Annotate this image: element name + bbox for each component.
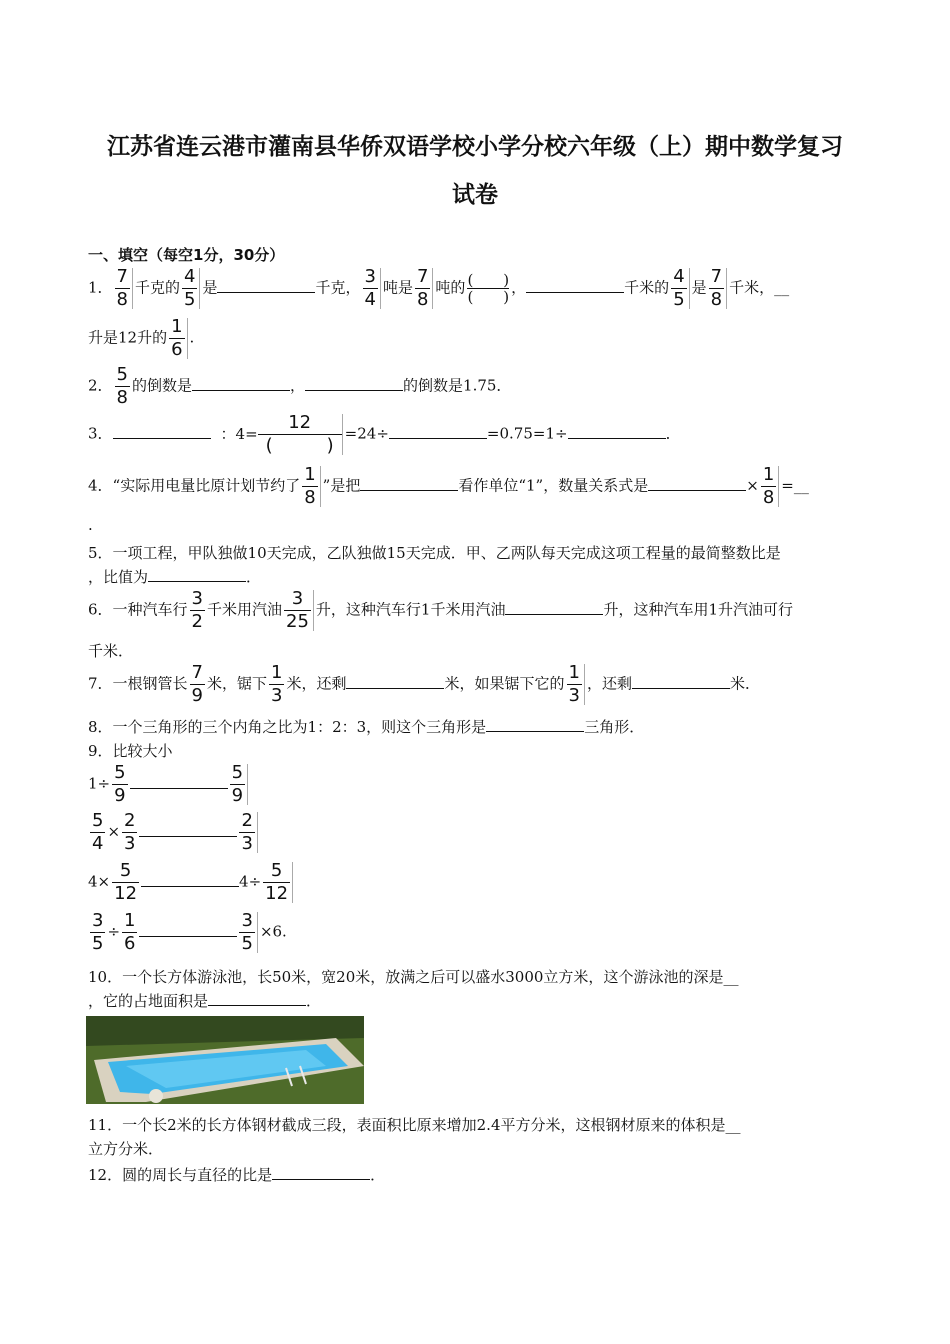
question-4: 4．“实际用电量比原计划节约了 $\frac{1}{8}$ ”是把 看作单位“1”，数量关系式是 × $\frac{1}{8}$ =__	[88, 464, 809, 508]
question-5-cont: ，比值为 ．	[88, 568, 262, 586]
question-6-cont: 千米．	[88, 642, 134, 660]
swimming-pool-image	[86, 1016, 364, 1104]
page-title: 江苏省连云港市灌南县华侨双语学校小学分校六年级（上）期中数学复习	[107, 134, 843, 160]
fraction: $\frac{3}{25}$	[284, 590, 314, 631]
fraction: $\frac{7}{8}$	[415, 268, 433, 309]
fraction: $\frac{1}{3}$	[271, 662, 283, 706]
question-6: 6．一种汽车行 $\frac{3}{2}$ 千米用汽油 $\frac{3}{25}$ 升，这种汽车行1千米用汽油 升，这种汽车用1升汽油可行	[88, 588, 794, 632]
answer-blank[interactable]	[389, 424, 487, 439]
answer-blank[interactable]	[192, 376, 290, 391]
answer-blank[interactable]	[130, 774, 228, 789]
answer-fraction[interactable]: $\frac{12}{( )}$	[260, 414, 343, 455]
fraction: $\frac{1}{8}$	[302, 466, 320, 507]
fraction: $\frac{5}{9}$	[230, 764, 248, 805]
answer-blank[interactable]	[141, 872, 239, 887]
fraction: $\frac{7}{8}$	[115, 268, 133, 309]
fraction: $\frac{3}{2}$	[191, 588, 203, 632]
question-1: 1． $\frac{7}{8}$ 千克的 $\frac{4}{5}$ 是 千克， $\frac{3}{4}$ 吨是 $\frac{7}{8}$ 吨的 $\frac{( )}{( )}$ ， 千米的 $\frac{4}{5}$ 是 $\frac{7}{8}$ 千米，__	[88, 266, 790, 310]
compare-row: $\frac{3}{5}$ ÷ $\frac{1}{6}$ $\frac{3}{5}$ ×6.	[92, 910, 287, 954]
fraction: $\frac{7}{8}$	[709, 268, 727, 309]
answer-blank[interactable]	[148, 567, 246, 582]
fraction: $\frac{3}{4}$	[363, 268, 381, 309]
question-12: 12．圆的周长与直径的比是 ．	[88, 1166, 386, 1184]
answer-blank[interactable]	[139, 822, 237, 837]
question-2: 2． $\frac{5}{8}$ 的倒数是 ， 的倒数是1.75．	[88, 364, 512, 408]
answer-blank[interactable]	[305, 376, 403, 391]
question-5: 5．一项工程，甲队独做10天完成，乙队独做15天完成．甲、乙两队每天完成这项工程量的最简整数比是	[88, 544, 781, 562]
question-3: 3． ：4= $\frac{12}{( )}$ =24÷ =0.75=1÷ ．	[88, 412, 681, 456]
fraction: $\frac{1}{8}$	[761, 466, 779, 507]
answer-blank[interactable]	[346, 674, 444, 689]
fraction: $\frac{5}{12}$	[114, 860, 138, 904]
question-11: 11．一个长2米的长方体钢材截成三段，表面积比原来增加2.4平方分米，这根钢材原来的体积是__	[88, 1116, 741, 1134]
fraction: $\frac{2}{3}$	[239, 812, 257, 853]
question-1-cont: 升是12升的 $\frac{1}{6}$ .	[88, 316, 195, 360]
fraction: $\frac{5}{12}$	[263, 862, 293, 903]
compare-row: 4× $\frac{5}{12}$ 4÷ $\frac{5}{12}$	[88, 862, 295, 903]
compare-row: $\frac{5}{4}$ × $\frac{2}{3}$ $\frac{2}{3}$	[88, 812, 260, 853]
fraction: $\frac{5}{9}$	[114, 762, 126, 806]
answer-blank[interactable]	[648, 476, 746, 491]
answer-blank[interactable]	[632, 674, 730, 689]
fraction: $\frac{7}{9}$	[191, 662, 203, 706]
fraction: $\frac{1}{3}$	[567, 664, 585, 705]
question-10: 10．一个长方体游泳池，长50米，宽20米，放满之后可以盛水3000立方米，这个游泳池的深是__	[88, 968, 739, 986]
answer-blank[interactable]	[208, 991, 306, 1006]
answer-blank[interactable]	[272, 1165, 370, 1180]
fraction: $\frac{3}{5}$	[92, 910, 104, 954]
fraction: $\frac{1}{6}$	[124, 910, 136, 954]
fraction: $\frac{1}{6}$	[169, 318, 187, 359]
compare-row: 1÷ $\frac{5}{9}$ $\frac{5}{9}$	[88, 764, 250, 805]
question-4-cont: .	[88, 516, 93, 534]
fraction: $\frac{4}{5}$	[671, 268, 689, 309]
fraction: $\frac{5}{4}$	[92, 810, 104, 854]
fraction: $\frac{2}{3}$	[124, 810, 136, 854]
answer-blank[interactable]	[526, 278, 624, 293]
page-title-cont: 试卷	[452, 182, 498, 208]
answer-blank[interactable]	[113, 424, 211, 439]
answer-blank[interactable]	[568, 424, 666, 439]
question-8: 8．一个三角形的三个内角之比为1：2：3，则这个三角形是 三角形．	[88, 718, 645, 736]
answer-blank[interactable]	[505, 600, 603, 615]
answer-blank[interactable]	[486, 717, 584, 732]
answer-blank[interactable]	[139, 922, 237, 937]
question-11-cont: 立方分米．	[88, 1140, 164, 1158]
question-7: 7．一根钢管长 $\frac{7}{9}$ 米，锯下 $\frac{1}{3}$ 米，还剩 米，如果锯下它的 $\frac{1}{3}$ ，还剩 米．	[88, 662, 760, 706]
answer-blank[interactable]	[360, 476, 458, 491]
answer-blank[interactable]	[217, 278, 315, 293]
section-heading: 一、填空（每空1分，30分）	[88, 246, 285, 264]
fraction: $\frac{3}{5}$	[239, 912, 257, 953]
answer-fraction[interactable]: $\frac{( )}{( )}$	[467, 270, 510, 306]
question-10-cont: ，它的占地面积是 ．	[88, 992, 322, 1010]
fraction: $\frac{5}{8}$	[116, 364, 128, 408]
question-9: 9．比较大小	[88, 742, 173, 760]
fraction: $\frac{4}{5}$	[182, 268, 200, 309]
